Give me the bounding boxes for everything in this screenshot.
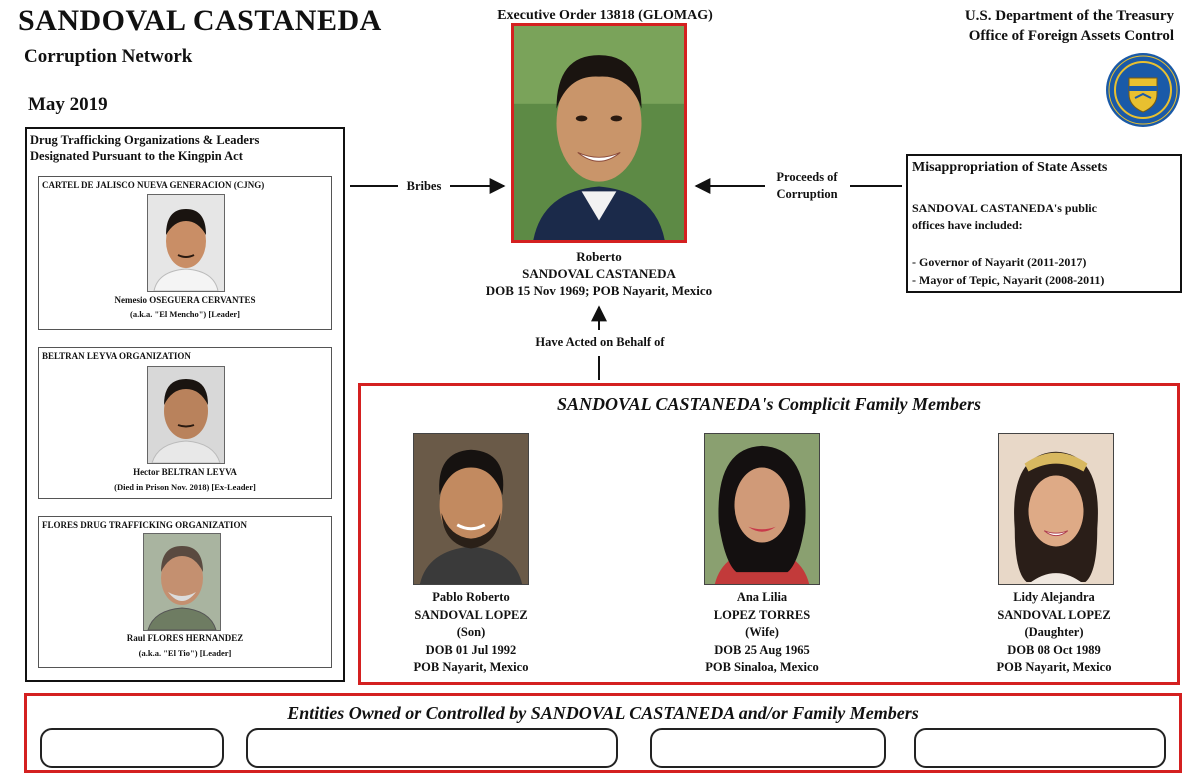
date-label: May 2019: [28, 94, 108, 115]
leader-note: (a.k.a. "El Tio") [Leader]: [138, 648, 232, 658]
assets-desc-line-2: offices have included:: [912, 218, 1023, 232]
family-member-caption: [944, 589, 1164, 677]
org-name: CARTEL DE JALISCO NUEVA GENERACION (CJNG): [42, 180, 265, 190]
entity-card: [40, 728, 224, 768]
main-first-name: Roberto: [576, 249, 622, 264]
assets-desc-line-1: SANDOVAL CASTANEDA's public: [912, 201, 1097, 215]
agency-line-2: Office of Foreign Assets Control: [968, 28, 1174, 44]
member-relation: (Daughter): [1024, 625, 1084, 639]
page-subtitle: Corruption Network: [24, 46, 193, 67]
leader-photo: [147, 194, 225, 292]
main-dob-pob: DOB 15 Nov 1969; POB Nayarit, Mexico: [485, 283, 713, 298]
member-first-name: Lidy Alejandra: [1013, 590, 1095, 604]
family-photo-son: [413, 433, 529, 585]
member-dob: DOB 08 Oct 1989: [1007, 642, 1101, 657]
entity-card: [914, 728, 1166, 768]
member-first-name: Pablo Roberto: [432, 590, 510, 604]
main-last-name: SANDOVAL CASTANEDA: [522, 266, 676, 281]
proceeds-label-line-1: Proceeds of: [776, 170, 838, 184]
member-dob: DOB 01 Jul 1992: [425, 642, 517, 657]
leader-photo: [143, 533, 221, 631]
entities-title: Entities Owned or Controlled by SANDOVAL CASTANEDA and/or Family Members: [287, 703, 919, 723]
member-pob: POB Sinaloa, Mexico: [705, 660, 819, 674]
executive-order-label: Executive Order 13818 (GLOMAG): [497, 8, 713, 23]
leader-name: Raul FLORES HERNANDEZ: [126, 633, 244, 643]
member-first-name: Ana Lilia: [736, 590, 788, 604]
member-last-name: LOPEZ TORRES: [713, 607, 811, 622]
leader-name: Nemesio OSEGUERA CERVANTES: [114, 295, 256, 305]
assets-description: [912, 200, 1172, 234]
member-last-name: SANDOVAL LOPEZ: [997, 607, 1111, 622]
treasury-seal-icon: [1105, 52, 1181, 128]
main-subject-photo: [511, 23, 687, 243]
dto-heading: [30, 132, 340, 164]
leader-name: Hector BELTRAN LEYVA: [133, 467, 237, 477]
dto-heading-line-1: Drug Trafficking Organizations & Leaders: [30, 133, 260, 147]
member-dob: DOB 25 Aug 1965: [714, 642, 810, 657]
office-item: - Mayor of Tepic, Nayarit (2008-2011): [912, 273, 1105, 287]
assets-title: Misappropriation of State Assets: [912, 160, 1108, 175]
office-item: - Governor of Nayarit (2011-2017): [912, 255, 1087, 269]
member-pob: POB Nayarit, Mexico: [996, 660, 1112, 674]
member-pob: POB Nayarit, Mexico: [413, 660, 529, 674]
bribes-label: Bribes: [406, 179, 442, 193]
main-subject-caption: [440, 248, 758, 299]
member-last-name: SANDOVAL LOPEZ: [414, 607, 528, 622]
family-photo-wife: [704, 433, 820, 585]
entity-card: [246, 728, 618, 768]
family-member-caption: [361, 589, 581, 677]
family-title: SANDOVAL CASTANEDA's Complicit Family Members: [556, 394, 982, 414]
entity-card: [650, 728, 886, 768]
member-relation: (Wife): [745, 625, 779, 639]
family-photo-daughter: [998, 433, 1114, 585]
proceeds-label-line-2: Corruption: [776, 187, 838, 201]
family-member-caption: [652, 589, 872, 677]
leader-note: (a.k.a. "El Mencho") [Leader]: [129, 309, 240, 319]
behalf-label: Have Acted on Behalf of: [535, 335, 665, 349]
leader-note: (Died in Prison Nov. 2018) [Ex-Leader]: [114, 482, 256, 492]
page-title: SANDOVAL CASTANEDA: [18, 4, 382, 37]
member-relation: (Son): [456, 625, 486, 639]
agency-name: [904, 6, 1174, 46]
org-name: FLORES DRUG TRAFFICKING ORGANIZATION: [42, 520, 247, 530]
agency-line-1: U.S. Department of the Treasury: [964, 8, 1174, 24]
proceeds-label: [762, 169, 852, 203]
leader-photo: [147, 366, 225, 464]
org-name: BELTRAN LEYVA ORGANIZATION: [42, 351, 191, 361]
dto-heading-line-2: Designated Pursuant to the Kingpin Act: [30, 149, 243, 163]
